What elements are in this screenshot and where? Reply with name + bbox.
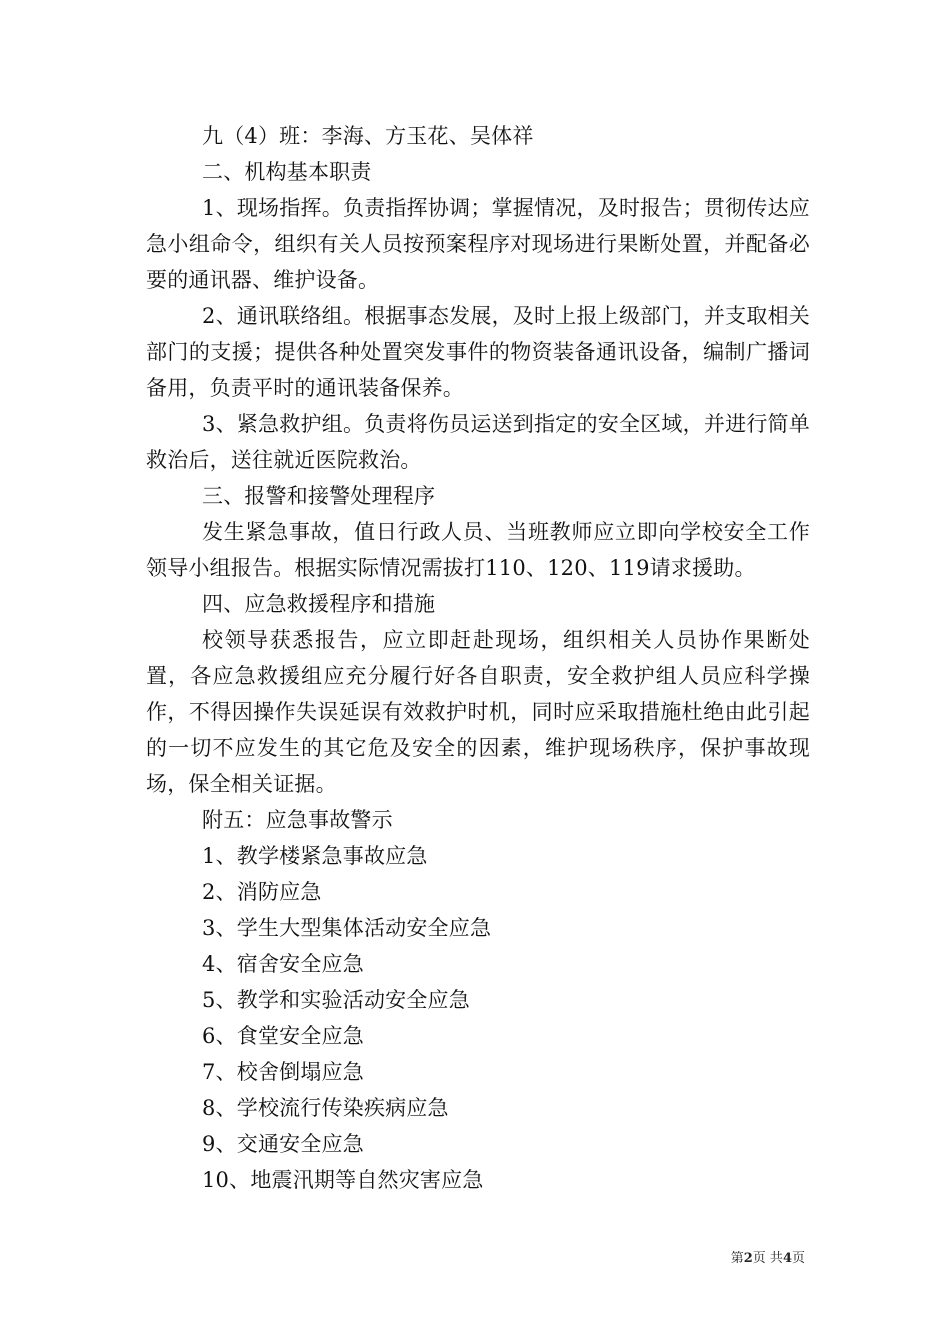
total-page-count: 4 [782, 1251, 792, 1266]
section-heading-rescue-procedure: 四、应急救援程序和措施 [202, 592, 436, 616]
footer-prefix: 第 [730, 1251, 744, 1266]
section-heading-alarm: 三、报警和接警处理程序 [202, 484, 436, 508]
list-item: 4、宿舍安全应急 [202, 952, 364, 976]
footer-suffix: 页 [791, 1251, 805, 1266]
paragraph-alarm-procedure: 发生紧急事故，值日行政人员、当班教师应立即向学校安全工作领导小组报告。根据实际情况需拔打110、120、119请求援助。 [146, 520, 810, 580]
list-item: 2、消防应急 [202, 880, 322, 904]
paragraph-class-members: 九（4）班：李海、方玉花、吴体祥 [202, 124, 534, 148]
list-item: 3、学生大型集体活动安全应急 [202, 916, 492, 940]
paragraph-duty-communication: 2、通讯联络组。根据事态发展，及时上报上级部门，并支取相关部门的支援；提供各种处置突发事件的物资装备通讯设备，编制广播词备用，负责平时的通讯装备保养。 [146, 304, 810, 400]
list-item: 9、交通安全应急 [202, 1132, 364, 1156]
footer-middle: 页 共 [752, 1251, 783, 1266]
list-item: 6、食堂安全应急 [202, 1024, 364, 1048]
current-page-number: 2 [743, 1251, 753, 1266]
paragraph-rescue-measures: 校领导获悉报告，应立即赶赴现场，组织相关人员协作果断处置，各应急救援组应充分履行好各自职责，安全救护组人员应科学操作，不得因操作失误延误有效救护时机，同时应采取措施杜绝由此引起的一切不应发生的其它危及安全的因素，维护现场秩序，保护事故现场，保全相关证据。 [146, 628, 810, 796]
list-item: 10、地震汛期等自然灾害应急 [202, 1168, 484, 1192]
list-item: 5、教学和实验活动安全应急 [202, 988, 470, 1012]
paragraph-duty-command: 1、现场指挥。负责指挥协调；掌握情况，及时报告；贯彻传达应急小组命令，组织有关人员按预案程序对现场进行果断处置，并配备必要的通讯器、维护设备。 [146, 196, 810, 292]
appendix-heading: 附五：应急事故警示 [202, 808, 393, 832]
paragraph-duty-rescue: 3、紧急救护组。负责将伤员运送到指定的安全区域，并进行简单救治后，送往就近医院救治。 [146, 412, 810, 472]
page-number-footer [731, 1247, 805, 1266]
list-item: 7、校舍倒塌应急 [202, 1060, 364, 1084]
document-body [146, 118, 810, 1198]
list-item: 8、学校流行传染疾病应急 [202, 1096, 449, 1120]
section-heading-duties: 二、机构基本职责 [202, 160, 372, 184]
list-item: 1、教学楼紧急事故应急 [202, 844, 428, 868]
